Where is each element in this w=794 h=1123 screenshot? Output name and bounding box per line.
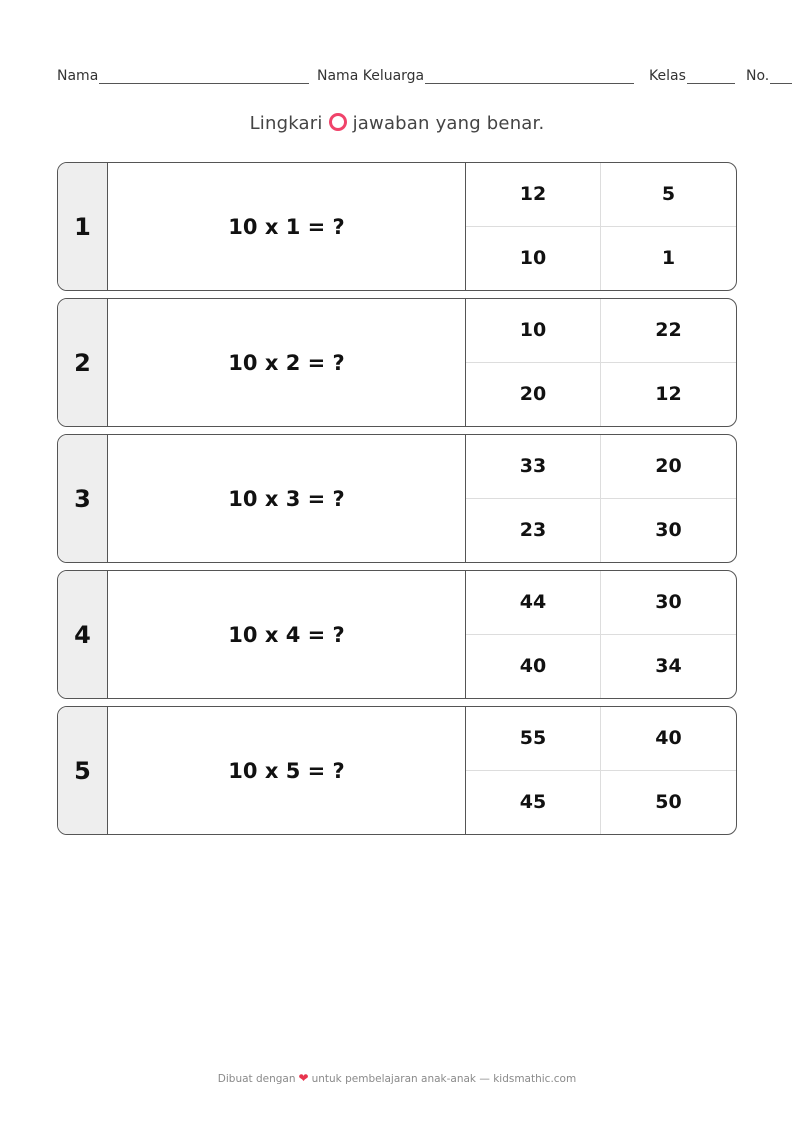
- family-name-field[interactable]: [317, 68, 634, 84]
- answer-choices: [466, 163, 736, 290]
- answer-choice[interactable]: 20: [601, 435, 736, 499]
- name-field[interactable]: [57, 68, 309, 84]
- answer-choice[interactable]: 33: [466, 435, 601, 499]
- problem-card: [57, 706, 737, 835]
- answer-choice[interactable]: 45: [466, 771, 601, 835]
- problem-question: 10 x 5 = ?: [108, 707, 466, 834]
- problem-number: 3: [58, 435, 108, 562]
- answer-choice[interactable]: 23: [466, 499, 601, 563]
- problem-question: 10 x 4 = ?: [108, 571, 466, 698]
- heart-icon: ❤: [298, 1071, 309, 1085]
- answer-choice[interactable]: 40: [601, 707, 736, 771]
- answer-choice[interactable]: 12: [466, 163, 601, 227]
- problem-number: 2: [58, 299, 108, 426]
- answer-choices: [466, 571, 736, 698]
- circle-ring-icon: [329, 113, 347, 131]
- family-name-label: Nama Keluarga: [317, 68, 425, 84]
- class-line[interactable]: [687, 69, 735, 84]
- instruction-text-after: jawaban yang benar.: [352, 113, 545, 134]
- answer-choices: [466, 707, 736, 834]
- problem-number: 4: [58, 571, 108, 698]
- problem-card: [57, 570, 737, 699]
- answer-choice[interactable]: 30: [655, 519, 682, 542]
- problem-card: [57, 434, 737, 563]
- answer-choice[interactable]: 1: [661, 247, 676, 270]
- instruction: [0, 113, 794, 134]
- number-label: No.: [746, 68, 770, 84]
- answer-choice[interactable]: 44: [466, 571, 601, 635]
- footer: [0, 1071, 794, 1085]
- problem-question: 10 x 1 = ?: [108, 163, 466, 290]
- problem-card: [57, 298, 737, 427]
- answer-choice[interactable]: 34: [655, 655, 682, 678]
- name-line[interactable]: [99, 69, 309, 84]
- answer-choice[interactable]: 55: [466, 707, 601, 771]
- answer-choice[interactable]: 10: [466, 227, 601, 291]
- footer-text-after: untuk pembelajaran anak-anak — kidsmathic.com: [311, 1073, 577, 1085]
- problem-question: 10 x 2 = ?: [108, 299, 466, 426]
- problem-card: [57, 162, 737, 291]
- instruction-text-before: Lingkari: [249, 113, 323, 134]
- answer-choice[interactable]: 5: [601, 163, 736, 227]
- answer-choice[interactable]: 40: [466, 635, 601, 699]
- problem-number: 5: [58, 707, 108, 834]
- answer-choice[interactable]: 12: [655, 383, 682, 406]
- answer-choice[interactable]: 50: [655, 791, 682, 814]
- class-label: Kelas: [649, 68, 686, 84]
- answer-choices: [466, 299, 736, 426]
- problem-question: 10 x 3 = ?: [108, 435, 466, 562]
- answer-choice[interactable]: 10: [466, 299, 601, 363]
- problem-number: 1: [58, 163, 108, 290]
- answer-choice[interactable]: 20: [466, 363, 601, 427]
- name-label: Nama: [57, 68, 99, 84]
- number-field[interactable]: [746, 68, 792, 84]
- student-info-header: [57, 68, 794, 88]
- answer-choice[interactable]: 30: [601, 571, 736, 635]
- family-name-line[interactable]: [425, 69, 634, 84]
- number-line[interactable]: [770, 69, 792, 84]
- answer-choices: [466, 435, 736, 562]
- problem-list: [57, 162, 737, 842]
- class-field[interactable]: [649, 68, 735, 84]
- footer-text-before: Dibuat dengan: [217, 1073, 296, 1085]
- answer-choice[interactable]: 22: [601, 299, 736, 363]
